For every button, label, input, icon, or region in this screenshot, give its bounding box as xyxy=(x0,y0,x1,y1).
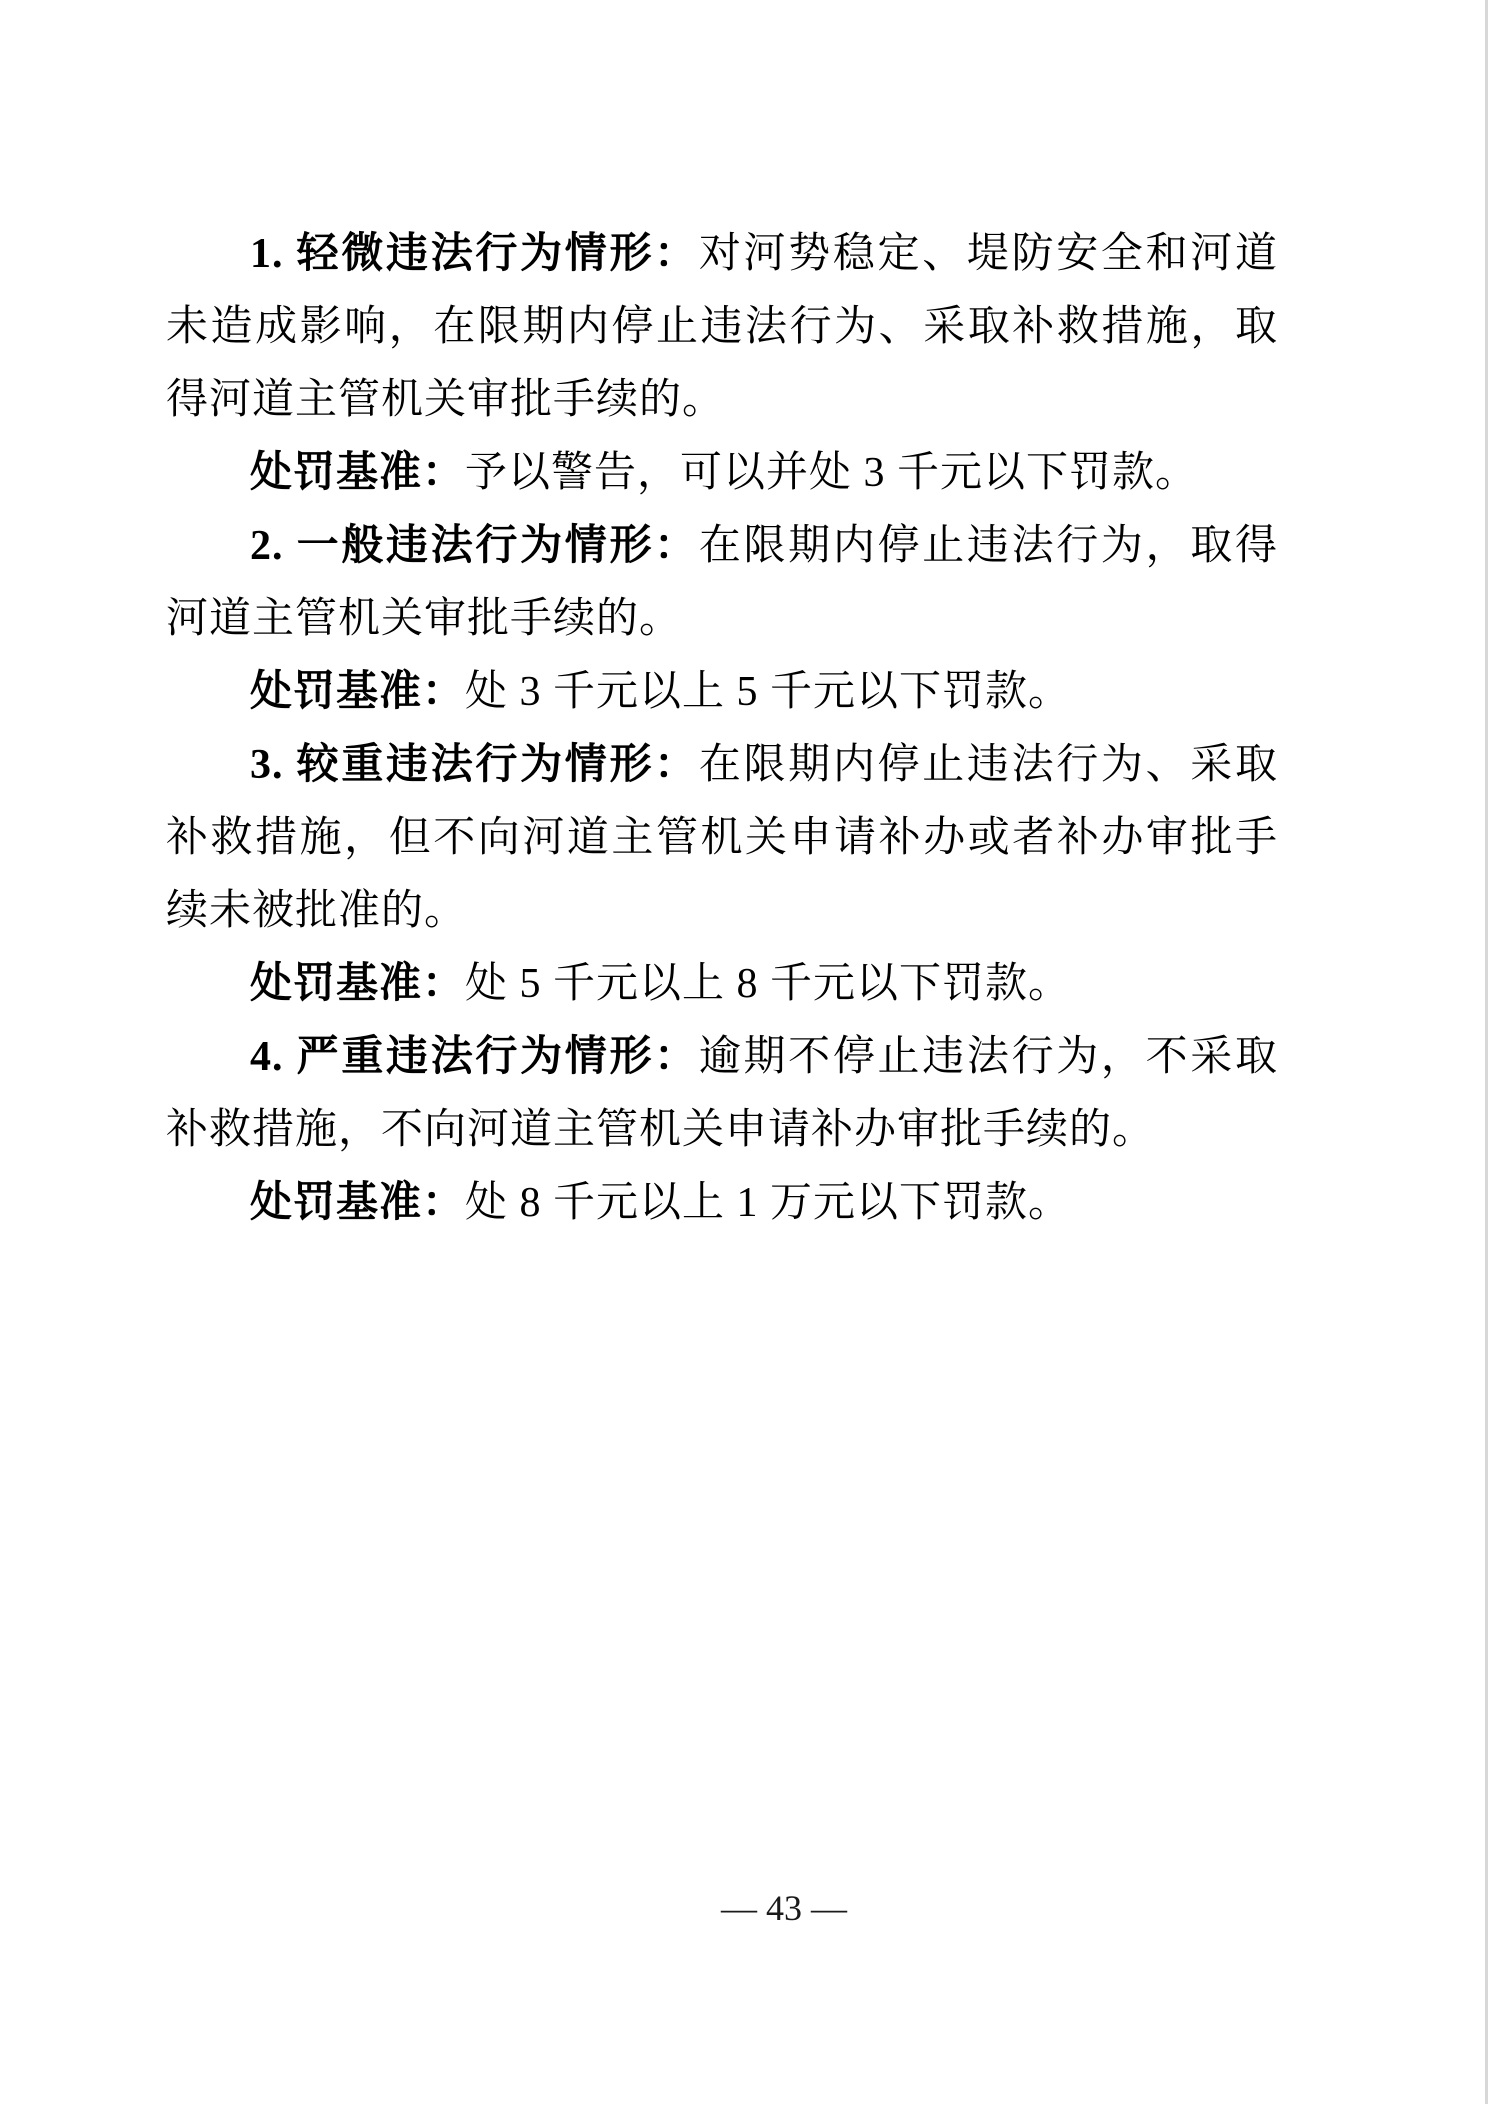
case-paragraph-3 xyxy=(166,729,1278,948)
case-heading-4: 4. 严重违法行为情形： xyxy=(250,1034,699,1080)
case-body-1: 对河势稳定、堤防安全和河道未造成影响，在限期内停止违法行为、采取补救措施，取得河道主管机关审批手续的。 xyxy=(166,231,1278,423)
penalty-label-4: 处罚基准： xyxy=(250,1180,466,1226)
page-number: — 43 — xyxy=(721,1888,847,1928)
penalty-label-3: 处罚基准： xyxy=(250,961,466,1007)
penalty-paragraph-2 xyxy=(166,656,1278,729)
case-paragraph-4 xyxy=(166,1021,1278,1167)
penalty-paragraph-3 xyxy=(166,948,1278,1021)
case-body-2: 在限期内停止违法行为，取得河道主管机关审批手续的。 xyxy=(166,523,1278,642)
penalty-text-2: 处 3 千元以上 5 千元以下罚款。 xyxy=(465,669,1072,715)
penalty-label-2: 处罚基准： xyxy=(250,669,466,715)
case-body-3: 在限期内停止违法行为、采取补救措施，但不向河道主管机关申请补办或者补办审批手续未被批准的。 xyxy=(166,742,1278,934)
case-heading-2: 2. 一般违法行为情形： xyxy=(250,523,699,569)
case-heading-1: 1. 轻微违法行为情形： xyxy=(250,231,699,277)
penalty-text-1: 予以警告，可以并处 3 千元以下罚款。 xyxy=(465,450,1199,496)
penalty-text-3: 处 5 千元以上 8 千元以下罚款。 xyxy=(465,961,1072,1007)
penalty-paragraph-4 xyxy=(166,1167,1278,1240)
penalty-label-1: 处罚基准： xyxy=(250,450,466,496)
case-paragraph-2 xyxy=(166,510,1278,656)
case-heading-3: 3. 较重违法行为情形： xyxy=(250,742,699,788)
document-text-block xyxy=(166,218,1278,1240)
case-paragraph-1 xyxy=(166,218,1278,437)
penalty-paragraph-1 xyxy=(166,437,1278,510)
case-body-4: 逾期不停止违法行为，不采取补救措施，不向河道主管机关申请补办审批手续的。 xyxy=(166,1034,1278,1153)
penalty-text-4: 处 8 千元以上 1 万元以下罚款。 xyxy=(465,1180,1072,1226)
